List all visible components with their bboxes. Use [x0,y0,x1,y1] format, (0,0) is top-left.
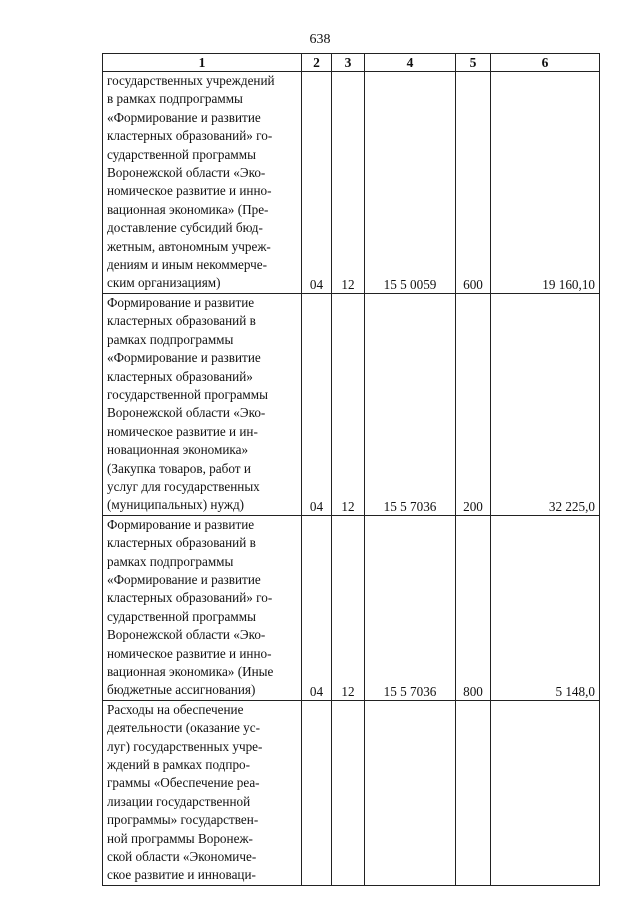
description-line: ское развитие и инноваци- [107,867,256,883]
target-article-code: 15 5 0059 [365,72,456,294]
row-description [103,293,302,515]
description-line: Воронежской области «Эко- [107,165,266,181]
description-line: вационная экономика» (Иные [107,664,274,679]
description-line: лизации государственной [107,793,251,809]
amount: 32 225,0 [491,293,600,515]
subsection-code: 12 [332,72,365,294]
row-description [103,700,302,885]
expense-type-code: 600 [456,72,491,294]
section-code: 04 [302,515,332,700]
description-line: кластерных образований» [107,368,253,384]
description-line: кластерных образований в [107,535,256,551]
description-line: Формирование и развитие [107,294,255,310]
description-line: бюджетные ассигнования) [107,682,256,698]
target-article-code [365,700,456,885]
description-line: деятельности (оказание ус- [107,720,261,736]
description-line: граммы «Обеспечение реа- [107,775,260,791]
subsection-code [332,700,365,885]
section-code: 04 [302,293,332,515]
budget-table [102,53,600,886]
table-row [103,515,600,700]
description-line: государственной программы [107,386,268,402]
description-line: кластерных образований» го- [107,128,273,144]
column-header-2: 2 [302,54,332,72]
description-line: сударственной программы [107,608,256,624]
amount: 19 160,10 [491,72,600,294]
description-line: дениям и иным некоммерче- [107,257,268,273]
column-header-6: 6 [491,54,600,72]
column-header-5: 5 [456,54,491,72]
description-line: номическое развитие и инно- [107,645,272,661]
description-line: доставление субсидий бюд- [107,220,263,236]
expense-type-code: 800 [456,515,491,700]
description-line: кластерных образований в [107,313,256,329]
target-article-code: 15 5 7036 [365,293,456,515]
description-line: ской области «Экономиче- [107,849,257,865]
description-line: ждений в рамках подпро- [107,757,251,773]
table-row [103,293,600,515]
subsection-code: 12 [332,515,365,700]
column-header-4: 4 [365,54,456,72]
description-line: номическое развитие и ин- [107,423,258,439]
target-article-code: 15 5 7036 [365,515,456,700]
description-line: Воронежской области «Эко- [107,405,266,421]
table-row [103,72,600,294]
column-header-3: 3 [332,54,365,72]
description-line: кластерных образований» го- [107,590,273,606]
description-line: государственных учреждений [107,73,275,88]
subsection-code: 12 [332,293,365,515]
amount [491,700,600,885]
description-line: сударственной программы [107,146,256,162]
header-row [103,54,600,72]
description-line: Формирование и развитие [107,516,255,532]
description-line: (муниципальных) нужд) [107,497,245,513]
description-line: Расходы на обеспечение [107,701,244,717]
description-line: жетным, автономным учреж- [107,238,271,254]
description-line: Воронежской области «Эко- [107,627,266,643]
row-description [103,515,302,700]
table-row [103,700,600,885]
description-line: «Формирование и развитие [107,350,261,366]
section-code [302,700,332,885]
row-description [103,72,302,294]
amount: 5 148,0 [491,515,600,700]
description-line: ной программы Воронеж- [107,830,253,846]
page-number: 638 [309,32,331,47]
description-line: вационная экономика» (Пре- [107,201,269,217]
description-line: номическое развитие и инно- [107,183,272,199]
description-line: рамках подпрограммы [107,553,234,569]
expense-type-code: 200 [456,293,491,515]
description-line: в рамках подпрограммы [107,91,243,107]
description-line: «Формирование и развитие [107,109,261,125]
description-line: программы» государствен- [107,812,259,828]
section-code: 04 [302,72,332,294]
description-line: ским организациям) [107,275,221,291]
description-line: «Формирование и развитие [107,571,261,587]
column-header-1: 1 [103,54,302,72]
description-line: новационная экономика» [107,442,249,458]
expense-type-code [456,700,491,885]
description-line: луг) государственных учре- [107,738,263,754]
description-line: услуг для государственных [107,478,260,494]
description-line: (Закупка товаров, работ и [107,460,251,476]
description-line: рамках подпрограммы [107,331,234,347]
